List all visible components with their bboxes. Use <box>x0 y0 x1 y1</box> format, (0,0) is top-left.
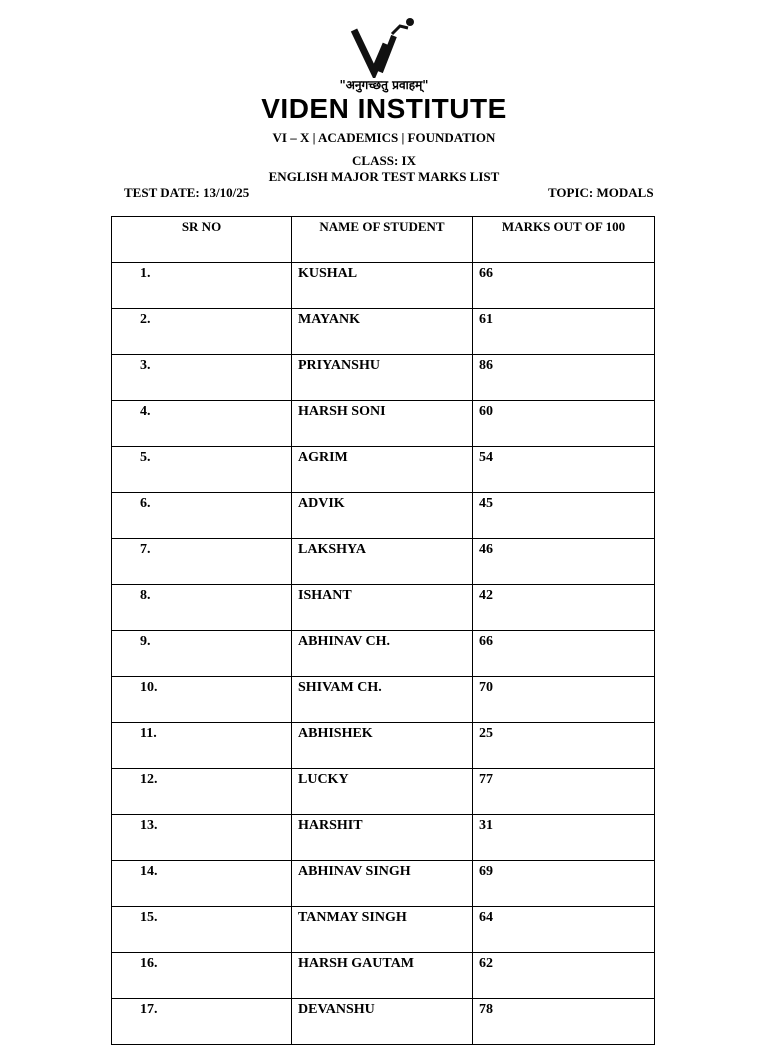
table-row <box>112 585 655 631</box>
marks-table <box>111 216 655 1045</box>
marks-cell: 60 <box>473 401 655 447</box>
table-row <box>112 861 655 907</box>
institute-subtitle: VI – X | ACADEMICS | FOUNDATION <box>272 130 496 145</box>
sr-no-cell: 10. <box>112 677 292 723</box>
student-name-cell: HARSH SONI <box>292 401 473 447</box>
student-name-cell: SHIVAM CH. <box>292 677 473 723</box>
test-topic: TOPIC: MODALS <box>548 185 654 200</box>
marks-cell: 25 <box>473 723 655 769</box>
table-row <box>112 539 655 585</box>
sr-no-cell: 9. <box>112 631 292 677</box>
marks-cell: 86 <box>473 355 655 401</box>
marks-cell: 70 <box>473 677 655 723</box>
student-name-cell: LAKSHYA <box>292 539 473 585</box>
table-row <box>112 401 655 447</box>
student-name-cell: KUSHAL <box>292 263 473 309</box>
marks-cell: 77 <box>473 769 655 815</box>
sr-no-cell: 3. <box>112 355 292 401</box>
sr-no-cell: 15. <box>112 907 292 953</box>
table-row <box>112 769 655 815</box>
table-row <box>112 631 655 677</box>
student-name-cell: MAYANK <box>292 309 473 355</box>
sr-no-cell: 6. <box>112 493 292 539</box>
sr-no-cell: 2. <box>112 309 292 355</box>
sr-no-cell: 11. <box>112 723 292 769</box>
institute-name: VIDEN INSTITUTE <box>261 93 507 124</box>
table-row <box>112 677 655 723</box>
student-name-cell: ABHINAV SINGH <box>292 861 473 907</box>
marks-cell: 62 <box>473 953 655 999</box>
student-name-cell: TANMAY SINGH <box>292 907 473 953</box>
marks-cell: 69 <box>473 861 655 907</box>
sr-no-cell: 16. <box>112 953 292 999</box>
sr-no-cell: 13. <box>112 815 292 861</box>
sr-no-cell: 4. <box>112 401 292 447</box>
student-name-cell: HARSHIT <box>292 815 473 861</box>
table-row <box>112 953 655 999</box>
vi-logo-icon <box>336 14 432 78</box>
table-row <box>112 355 655 401</box>
sr-no-cell: 1. <box>112 263 292 309</box>
sr-no-cell: 12. <box>112 769 292 815</box>
marks-cell: 31 <box>473 815 655 861</box>
sr-no-cell: 5. <box>112 447 292 493</box>
student-name-cell: AGRIM <box>292 447 473 493</box>
marks-cell: 66 <box>473 631 655 677</box>
student-name-cell: ABHISHEK <box>292 723 473 769</box>
column-header-sr-no: SR NO <box>112 217 292 263</box>
institute-motto: "अनुगच्छतु प्रवाहम्" <box>339 78 429 92</box>
sr-no-cell: 8. <box>112 585 292 631</box>
marks-cell: 78 <box>473 999 655 1045</box>
marks-cell: 54 <box>473 447 655 493</box>
student-name-cell: LUCKY <box>292 769 473 815</box>
student-name-cell: PRIYANSHU <box>292 355 473 401</box>
table-row <box>112 815 655 861</box>
class-label: CLASS: IX <box>352 153 416 168</box>
table-row <box>112 447 655 493</box>
table-row <box>112 999 655 1045</box>
student-name-cell: ADVIK <box>292 493 473 539</box>
table-row <box>112 907 655 953</box>
marks-cell: 42 <box>473 585 655 631</box>
column-header-name: NAME OF STUDENT <box>292 217 473 263</box>
table-row <box>112 493 655 539</box>
table-row <box>112 263 655 309</box>
student-name-cell: ABHINAV CH. <box>292 631 473 677</box>
list-title: ENGLISH MAJOR TEST MARKS LIST <box>268 169 500 184</box>
student-name-cell: HARSH GAUTAM <box>292 953 473 999</box>
marks-cell: 46 <box>473 539 655 585</box>
test-date: TEST DATE: 13/10/25 <box>124 185 250 200</box>
table-row <box>112 309 655 355</box>
marks-cell: 61 <box>473 309 655 355</box>
sr-no-cell: 17. <box>112 999 292 1045</box>
column-header-marks: MARKS OUT OF 100 <box>473 217 655 263</box>
marks-cell: 45 <box>473 493 655 539</box>
marks-cell: 64 <box>473 907 655 953</box>
sr-no-cell: 7. <box>112 539 292 585</box>
table-row <box>112 723 655 769</box>
table-header-row <box>112 217 655 263</box>
student-name-cell: ISHANT <box>292 585 473 631</box>
student-name-cell: DEVANSHU <box>292 999 473 1045</box>
sr-no-cell: 14. <box>112 861 292 907</box>
marks-cell: 66 <box>473 263 655 309</box>
